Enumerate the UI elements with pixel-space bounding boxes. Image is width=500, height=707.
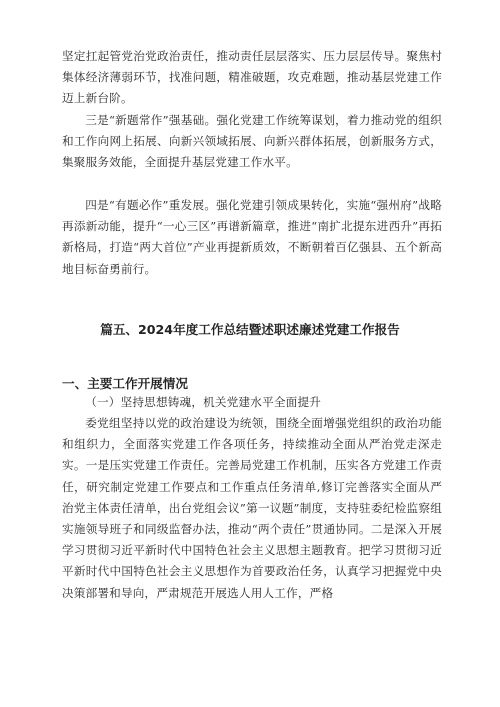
heading-main-work: 一、主要工作开展情况 [62,376,188,391]
paragraph-party-building: 委党组坚持以党的政治建设为统领，围绕全面增强党组织的政治功能和组织力，全面落实党建工作各项任务，持续推动全面从严治党走深走实。一是压实党建工作责任。完善局党建工作机制，压实各方党建工作责任，研究制定党建工作要点和工作重点任务清单,修订完善落实全面从严治党主体责任清单，出台党组会议”第一议题”制度，支持驻委纪检监察组实施领导班子和同级监督办法，推动“两个责任”贯通协同。二是深入开展学习贯彻习近平新时代中国特色社会主义思想主题教育。把学习贯彻习近平新时代中国特色社会主义思想作为首要政治任务，认真学习把握党中央决策部署和导向，严肃规范开展选人用人工作，严格 [62,416,442,600]
paragraph-point-four: 四是“有题必作”重发展。强化党建引领成果转化，实施“强州府”战略再添新动能，提升“一心三区”再谱新篇章，推进“南扩北提东进西升”再拓新格局，打造“两大首位”产业再提新质效，不断朝着百亿强县、五个新高地目标奋勇前行。 [62,198,442,276]
paragraph-continuation: 坚定扛起管党治党政治责任，推动责任层层落实、压力层层传导。聚焦村集体经济薄弱环节，找准问题，精准破题，攻克难题，推动基层党建工作迈上新台阶。 [62,49,442,106]
section-title: 篇五、2024年度工作总结暨述职述廉述党建工作报告 [100,322,400,337]
paragraph-point-three: 三是“新题常作”强基础。强化党建工作统筹谋划，着力推动党的组织和工作向网上拓展、向新兴领域拓展、向新兴群体拓展，创新服务方式，集聚服务效能，全面提升基层党建工作水平。 [62,113,442,170]
subheading-ideology: （一）坚持思想铸魂，机关党建水平全面提升 [85,395,322,409]
